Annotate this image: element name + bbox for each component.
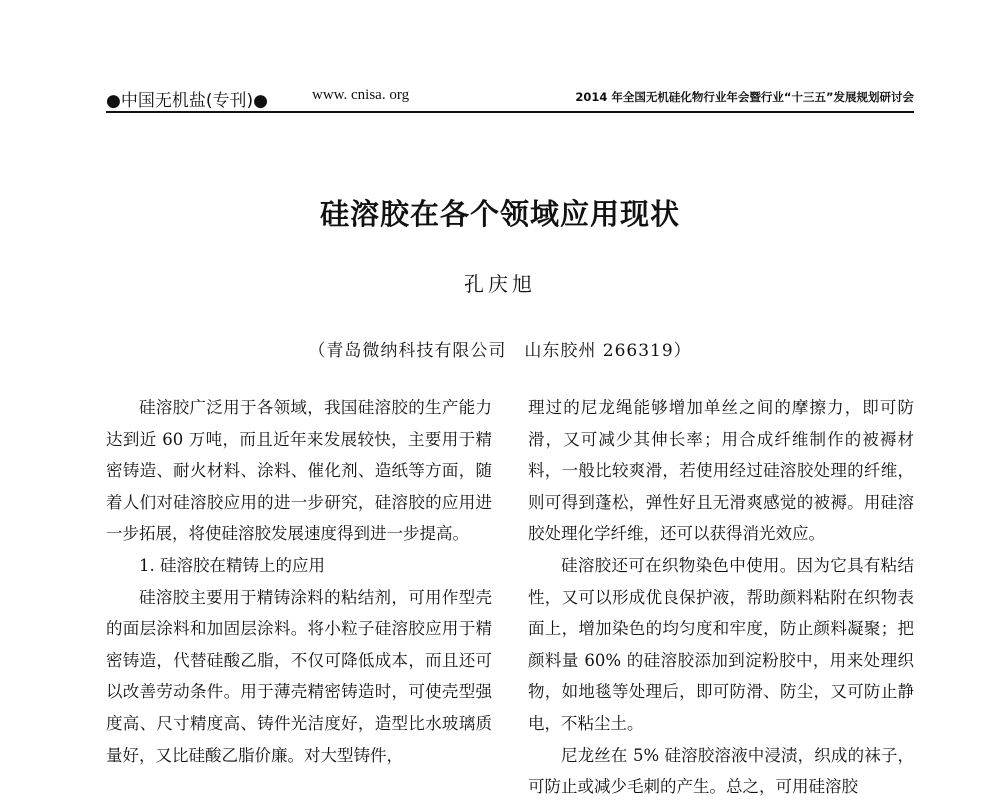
paragraph: 尼龙丝在 5% 硅溶胶溶液中浸渍，织成的袜子，可防止或减少毛刺的产生。总之，可用硅溶胶 (528, 745, 914, 797)
author-affiliation: （青岛微纳科技有限公司 山东胶州 266319） (308, 341, 692, 361)
article-title: 硅溶胶在各个领域应用现状 (319, 197, 680, 231)
section-heading: 1. 硅溶胶在精铸上的应用 (139, 555, 325, 575)
header-rule (106, 111, 914, 113)
paragraph: 硅溶胶还可在织物染色中使用。因为它具有粘结性，又可以形成优良保护液，帮助颜料粘附在织物表面上，增加染色的均匀度和牢度，防止颜料凝聚；把颜料量 60% 的硅溶胶添加到淀粉胶中，用来处理织物，如地毯等处理后，即可防滑、防尘，又可防止静电，不粘尘土。 (528, 555, 914, 733)
paragraph: 硅溶胶主要用于精铸涂料的粘结剂，可用作型壳的面层涂料和加固层涂料。将小粒子硅溶胶应用于精密铸造，代替硅酸乙脂，不仅可降低成本，而且还可以改善劳动条件。用于薄壳精密铸造时，可使壳型强度高、尺寸精度高、铸件光洁度好，造型比水玻璃质量好，又比硅酸乙脂价廉。对大型铸件， (106, 587, 492, 765)
author-name: 孔庆旭 (464, 272, 536, 296)
page-header (106, 82, 914, 110)
paragraph: 理过的尼龙绳能够增加单丝之间的摩擦力，即可防滑，又可减少其伸长率；用合成纤维制作的被褥材料，一般比较爽滑，若使用经过硅溶胶处理的纤维，则可得到蓬松，弹性好且无滑爽感觉的被褥。用硅溶胶处理化学纤维，还可以获得消光效应。 (528, 398, 914, 544)
body-column-right (528, 392, 914, 803)
paragraph: 硅溶胶广泛用于各领域，我国硅溶胶的生产能力达到近 60 万吨，而且近年来发展较快，主要用于精密铸造、耐火材料、涂料、催化剂、造纸等方面，随着人们对硅溶胶应用的进一步研究，硅溶胶的应用进一步拓展，将使硅溶胶发展速度得到进一步提高。 (106, 398, 492, 544)
body-column-left (106, 392, 492, 771)
journal-url: www. cnisa. org (312, 87, 410, 103)
conference-name: 2014 年全国无机硅化物行业年会暨行业“十三五”发展规划研讨会 (575, 90, 914, 104)
journal-name: ●中国无机盐(专刊)● (106, 91, 268, 111)
